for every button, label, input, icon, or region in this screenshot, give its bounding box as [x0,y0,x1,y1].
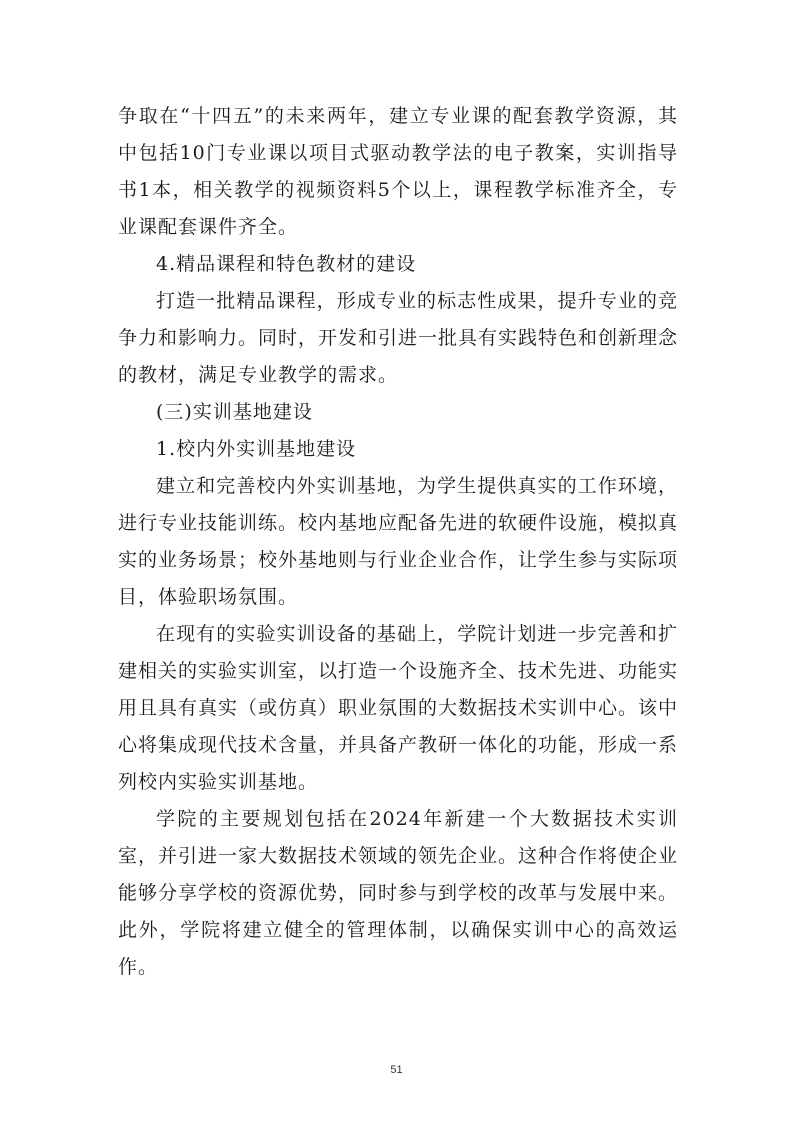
heading-quality-courses: 4.精品课程和特色教材的建设 [156,253,417,275]
heading-training-base: (三)实训基地建设 [156,401,313,423]
heading-campus-training-base: 1.校内外实训基地建设 [156,438,357,460]
paragraph-quality-courses: 打造一批精品课程，形成专业的标志性成果，提升专业的竞争力和影响力。同时，开发和引进一批具有实践特色和创新理念的教材，满足专业教学的需求。 [118,290,679,386]
page-number: 51 [390,1064,403,1076]
paragraph-main-planning: 学院的主要规划包括在2024年新建一个大数据技术实训室，并引进一家大数据技术领域的领先企业。这种合作将使企业能够分享学校的资源优势，同时参与到学校的改革与发展中来。此外，学院将建立健全的管理体制，以确保实训中心的高效运作。 [118,808,679,978]
paragraph-teaching-resources: 争取在“十四五”的未来两年，建立专业课的配套教学资源，其中包括10门专业课以项目式驱动教学法的电子教案，实训指导书1本，相关教学的视频资料5个以上，课程教学标准齐全，专业课配套课件齐全。 [118,105,678,238]
page-body [118,98,678,986]
paragraph-training-center-plan: 在现有的实验实训设备的基础上，学院计划进一步完善和扩建相关的实验实训室，以打造一个设施齐全、技术先进、功能实用且具有真实（或仿真）职业氛围的大数据技术实训中心。该中心将集成现代技术含量，并具备产教研一体化的功能，形成一系列校内实验实训基地。 [118,623,679,793]
paragraph-training-base-intro: 建立和完善校内外实训基地，为学生提供真实的工作环境，进行专业技能训练。校内基地应配备先进的软硬件设施，模拟真实的业务场景；校外基地则与行业企业合作，让学生参与实际项目，体验职场氛围。 [118,475,679,608]
